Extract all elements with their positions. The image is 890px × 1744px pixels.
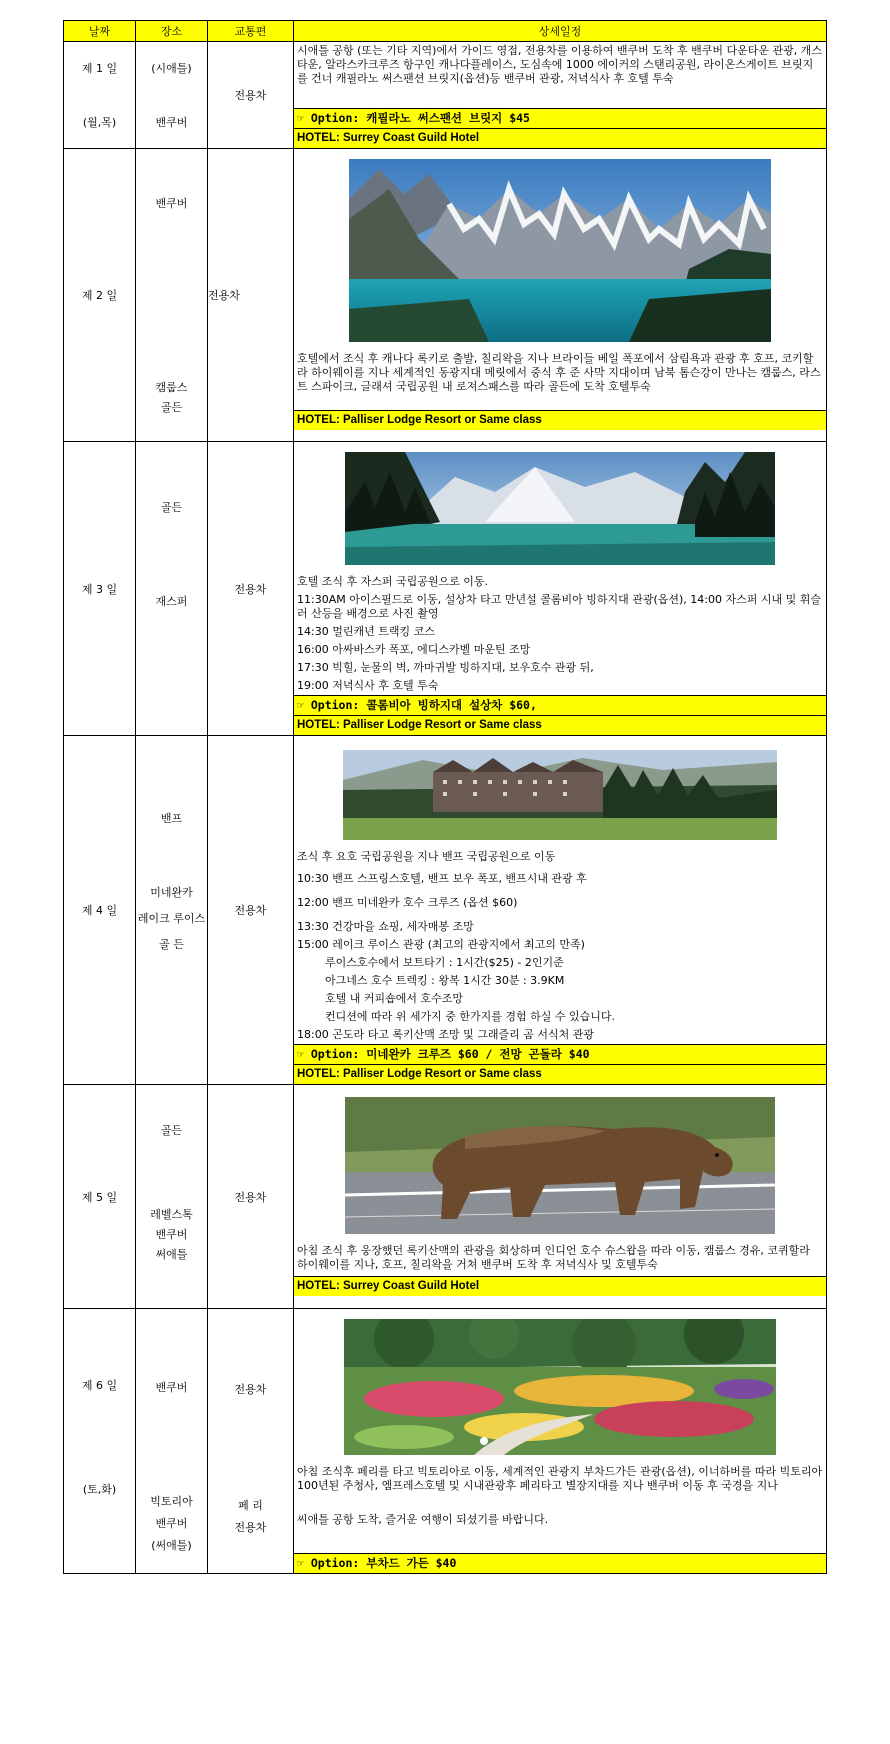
day6-place-b3: (써애틀) bbox=[151, 1539, 192, 1552]
day4-line-3: 12:00 밴프 미네완카 호수 크루즈 (옵션 $60) bbox=[297, 896, 518, 909]
day3-line-6: 19:00 저녁식사 후 호텔 투숙 bbox=[297, 679, 439, 692]
day4-subline-1: 루이스호수에서 보트타기 : 1시간($25) - 2인기준 bbox=[325, 956, 564, 969]
day-row-5 bbox=[64, 1085, 827, 1309]
day2-hotel: HOTEL: Palliser Lodge Resort or Same class bbox=[294, 410, 826, 430]
day2-transport-cell bbox=[208, 149, 294, 442]
itinerary-table bbox=[63, 20, 827, 1574]
day6-place-top: 밴쿠버 bbox=[155, 1381, 188, 1394]
day2-transport: 전용차 bbox=[208, 289, 240, 302]
day5-hotel: HOTEL: Surrey Coast Guild Hotel bbox=[294, 1276, 826, 1296]
day3-date: 제 3 일 bbox=[64, 442, 136, 736]
day6-description: 아침 조식후 페리를 타고 빅토리아로 이동, 세계적인 관광지 부차드가든 관광(옵션), 이너하버를 따라 빅토리아 100년된 주청사, 엠프레스호텔 및 시내관광후 페리타고 별장지대를 지나 밴쿠버 이동 후 국경을 지나 bbox=[297, 1465, 823, 1492]
day1-place-cell bbox=[136, 42, 208, 149]
header-place: 장소 bbox=[136, 21, 208, 42]
day6-option: ☞ Option: 부차드 가든 $40 bbox=[294, 1553, 826, 1573]
day4-line-5: 15:00 레이크 루이스 관광 (최고의 관광지에서 최고의 만족) bbox=[297, 938, 585, 951]
day5-transport: 전용차 bbox=[208, 1085, 294, 1309]
day3-line-5: 17:30 빅힐, 눈물의 벽, 까마귀발 빙하지대, 보우호수 관광 뒤, bbox=[297, 661, 594, 674]
day4-subline-2: 아그네스 호수 트렉킹 : 왕복 1시간 30분 : 3.9KM bbox=[325, 974, 565, 987]
header-transport: 교통편 bbox=[208, 21, 294, 42]
day-row-2 bbox=[64, 149, 827, 442]
day5-place-top: 골든 bbox=[160, 1123, 183, 1137]
day1-transport: 전용차 bbox=[208, 42, 294, 149]
header-detail: 상세일정 bbox=[294, 21, 827, 42]
day4-place-2: 미네완카 bbox=[150, 886, 193, 899]
banff-springs-photo bbox=[343, 750, 777, 840]
day3-detail-cell bbox=[294, 442, 827, 736]
day3-hotel: HOTEL: Palliser Lodge Resort or Same class bbox=[294, 715, 826, 735]
day6-line-2: 씨애틀 공항 도착, 즐거운 여행이 되셨기를 바랍니다. bbox=[297, 1513, 549, 1526]
day3-transport: 전용차 bbox=[208, 442, 294, 736]
day1-detail-cell bbox=[294, 42, 827, 149]
day6-place-b1: 빅토리아 bbox=[150, 1495, 193, 1508]
day4-place-1: 밴프 bbox=[160, 812, 183, 825]
day5-description: 아침 조식 후 웅장했던 록키산맥의 관광을 회상하며 인디언 호수 슈스왑을 따라 이동, 캠룹스 경유, 코퀴할라 하이웨이를 지나, 호프, 칠리왁을 거쳐 밴쿠버 도착 후 저녁식사 및 호텔투숙 bbox=[297, 1244, 810, 1271]
day4-place-3: 레이크 루이스 bbox=[137, 912, 206, 925]
day5-place-cell bbox=[136, 1085, 208, 1309]
day4-line-2: 10:30 밴프 스프링스호텔, 밴프 보우 폭포, 밴프시내 관광 후 bbox=[297, 872, 587, 885]
day4-subline-3: 호텔 내 커피숍에서 호수조망 bbox=[325, 992, 464, 1005]
day6-transport-cell bbox=[208, 1309, 294, 1574]
day4-line-4: 13:30 건강마을 쇼핑, 세자매봉 조망 bbox=[297, 920, 474, 933]
day5-place-b2: 밴쿠버 bbox=[155, 1227, 188, 1241]
day3-option: ☞ Option: 콜롬비아 빙하지대 설상차 $60, bbox=[294, 695, 826, 715]
day3-line-2: 11:30AM 아이스필드로 이동, 설상차 타고 만년설 콜롬비아 빙하지대 관광(옵션), 14:00 자스퍼 시내 및 휘슬러 산등을 배경으로 사진 촬영 bbox=[297, 593, 821, 620]
day3-line-4: 16:00 아싸바스카 폭포, 에디스카벨 마운틴 조망 bbox=[297, 643, 531, 656]
day6-date-cell bbox=[64, 1309, 136, 1574]
moraine-lake-photo bbox=[349, 159, 771, 342]
day4-date: 제 4 일 bbox=[64, 736, 136, 1085]
day5-detail-cell bbox=[294, 1085, 827, 1309]
day4-transport: 전용차 bbox=[208, 736, 294, 1085]
day6-date: 제 6 일 bbox=[81, 1379, 118, 1392]
day3-place-bottom: 재스퍼 bbox=[155, 594, 188, 608]
day4-place-4: 골 든 bbox=[159, 938, 184, 951]
day6-place-b2: 밴쿠버 bbox=[155, 1517, 188, 1530]
day3-place-cell bbox=[136, 442, 208, 736]
day4-option: ☞ Option: 미네완카 크루즈 $60 / 전망 곤돌라 $40 bbox=[294, 1044, 826, 1064]
day1-date: 제 1 일 bbox=[81, 62, 118, 75]
day3-place-top: 골든 bbox=[160, 500, 183, 514]
day4-line-1: 조식 후 요호 국립공원을 지나 밴프 국립공원으로 이동 bbox=[297, 850, 556, 863]
day2-place-top: 밴쿠버 bbox=[155, 197, 188, 210]
day1-option: ☞ Option: 캐필라노 써스팬션 브릿지 $45 bbox=[294, 108, 826, 128]
day1-place-top: (시애틀) bbox=[151, 62, 192, 75]
day4-hotel: HOTEL: Palliser Lodge Resort or Same class bbox=[294, 1064, 826, 1084]
day2-date: 제 2 일 bbox=[64, 149, 136, 442]
day1-weekday: (월,목) bbox=[82, 116, 117, 129]
header-row bbox=[64, 21, 827, 42]
day6-transport-b2: 전용차 bbox=[234, 1521, 267, 1534]
day6-place-cell bbox=[136, 1309, 208, 1574]
day2-place-bottom1: 캠룹스 bbox=[155, 381, 188, 394]
header-date: 날짜 bbox=[64, 21, 136, 42]
day4-last-line: 18:00 곤도라 타고 록키산맥 조망 및 그래즐리 곰 서식처 관광 bbox=[297, 1028, 594, 1041]
day6-detail-cell bbox=[294, 1309, 827, 1574]
day3-line-1: 호텔 조식 후 자스퍼 국립공원으로 이동. bbox=[297, 575, 488, 588]
day4-place-cell bbox=[136, 736, 208, 1085]
day-row-4 bbox=[64, 736, 827, 1085]
day2-detail-cell bbox=[294, 149, 827, 442]
day1-description: 시애틀 공항 (또는 기타 지역)에서 가이드 영접, 전용차를 이용하여 밴쿠버 도착 후 밴쿠버 다운타운 관광, 개스타운, 알라스카크루즈 항구인 캐나다플레이스, 도심속에 1000 에이커의 스탠리공원, 라이온스게이트 브릿지를 건너 캐필라노 써스팬션 브릿지(옵션)등 밴쿠버 관광, 저녁식사 후 호텔 투숙 bbox=[297, 44, 822, 85]
day4-subline-4: 컨디션에 따라 위 세가지 중 한가지를 경험 하실 수 있습니다. bbox=[325, 1010, 615, 1023]
day2-place-cell bbox=[136, 149, 208, 442]
day6-transport-top: 전용차 bbox=[234, 1383, 267, 1396]
day1-hotel: HOTEL: Surrey Coast Guild Hotel bbox=[294, 128, 826, 148]
day4-detail-cell bbox=[294, 736, 827, 1085]
grizzly-bear-photo bbox=[345, 1097, 775, 1234]
day-row-3 bbox=[64, 442, 827, 736]
day-row-1 bbox=[64, 42, 827, 149]
day6-weekday: (토,화) bbox=[82, 1483, 117, 1496]
day1-date-cell bbox=[64, 42, 136, 149]
butchart-gardens-photo bbox=[344, 1319, 776, 1455]
day2-place-bottom2: 골든 bbox=[160, 401, 183, 414]
day5-date: 제 5 일 bbox=[64, 1085, 136, 1309]
day2-description: 호텔에서 조식 후 캐나다 록키로 출발, 칠리왁을 지나 브라이들 베일 폭포에서 삼림욕과 관광 후 호프, 코키할라 하이웨이를 지나 세계적인 동광지대 메릿에서 중식 후 준 사막 지대이며 남북 톰슨강이 만나는 캠룹스, 라스트 스파이크, 글래셔 국립공원 내 로져스패스를 따라 골든에 도착 호텔투숙 bbox=[297, 352, 821, 393]
day5-place-b1: 레벨스톡 bbox=[150, 1207, 193, 1221]
day1-place-bottom: 밴쿠버 bbox=[155, 116, 188, 129]
day-row-6 bbox=[64, 1309, 827, 1574]
lake-louise-photo bbox=[345, 452, 775, 565]
day6-transport-b1: 페 리 bbox=[238, 1499, 263, 1512]
day3-line-3: 14:30 멀린캐년 트랙킹 코스 bbox=[297, 625, 435, 638]
day5-place-b3: 써애틀 bbox=[155, 1247, 188, 1261]
